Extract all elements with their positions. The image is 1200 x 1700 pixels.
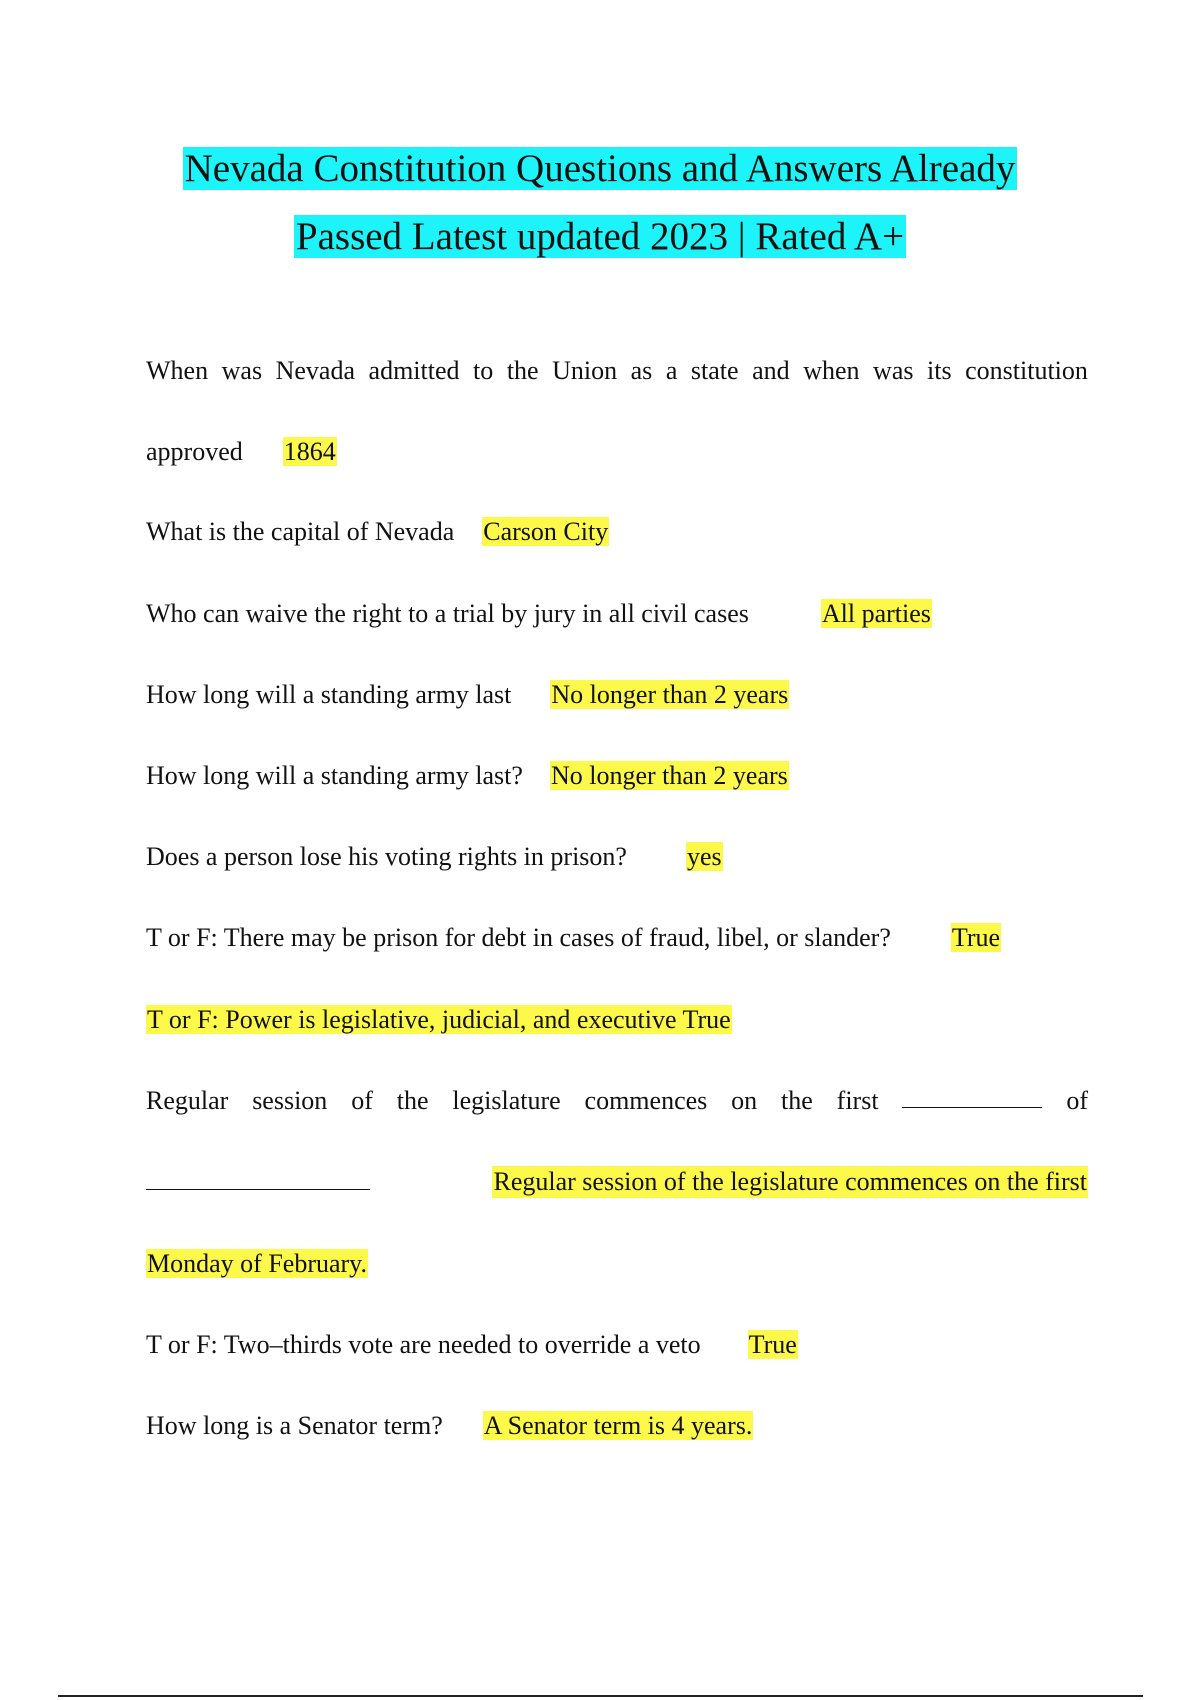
question-word: and (752, 356, 790, 385)
question-word: When (146, 356, 209, 385)
question-word: first (836, 1086, 879, 1115)
question-word: was (221, 356, 263, 385)
question-1-line-1 (146, 355, 1088, 387)
document-title-line-2 (100, 214, 1100, 260)
question-text: How long will a standing army last (146, 680, 512, 709)
question-word: on (731, 1086, 758, 1115)
question-text: Does a person lose his voting rights in prison? (146, 842, 627, 871)
question-word: admitted (368, 356, 460, 385)
question-word: state (690, 356, 739, 385)
question-word: Regular (146, 1086, 229, 1115)
answer-highlight: Carson City (483, 517, 609, 546)
question-word: to (473, 356, 494, 385)
question-word: the (781, 1086, 813, 1115)
question-1-line-2 (146, 436, 337, 468)
answer-highlight: No longer than 2 years (550, 761, 788, 790)
question-word: of (351, 1086, 373, 1115)
answer-highlight: No longer than 2 years (551, 680, 789, 709)
document-title-line-1 (100, 146, 1100, 192)
question-word: session (252, 1086, 328, 1115)
question-text: What is the capital of Nevada (146, 517, 455, 546)
answer-highlight: yes (686, 842, 722, 871)
question-word: of (1066, 1086, 1088, 1115)
question-8 (146, 1004, 732, 1036)
question-word: legislature (452, 1086, 561, 1115)
question-word: as (630, 356, 653, 385)
question-9-line-1 (146, 1085, 1088, 1117)
question-text: Who can waive the right to a trial by jury in all civil cases (146, 599, 749, 628)
question-6 (146, 841, 723, 873)
question-3 (146, 598, 932, 630)
title-highlight: Nevada Constitution Questions and Answers Already (184, 147, 1016, 190)
answer-highlight: 1864 (283, 437, 336, 466)
answer-highlight: Monday of February. (147, 1249, 367, 1278)
answer-highlight: All parties (821, 599, 931, 628)
question-text: T or F: There may be prison for debt in cases of fraud, libel, or slander? (146, 923, 891, 952)
question-word: Union (552, 356, 618, 385)
answer-highlight: True (748, 1330, 797, 1359)
fill-in-blank (146, 1167, 370, 1190)
page-footer-rule (58, 1695, 1143, 1697)
question-word: was (873, 356, 914, 385)
question-9-line-3 (146, 1248, 368, 1280)
question-9-line-2 (146, 1166, 1088, 1198)
question-7 (146, 922, 1001, 954)
question-word: the (506, 356, 539, 385)
question-11 (146, 1410, 753, 1442)
question-word: a (665, 356, 678, 385)
title-highlight: Passed Latest updated 2023 | Rated A+ (295, 215, 905, 258)
question-text: How long is a Senator term? (146, 1411, 443, 1440)
question-text: approved (146, 437, 243, 466)
question-4 (146, 679, 789, 711)
question-text: How long will a standing army last? (146, 761, 523, 790)
question-word: commences (584, 1086, 708, 1115)
answer-highlight: A Senator term is 4 years. (483, 1411, 753, 1440)
question-word: constitution (965, 356, 1088, 385)
answer-highlight: True (951, 923, 1001, 952)
question-2 (146, 516, 609, 548)
question-10 (146, 1329, 798, 1361)
question-text: T or F: Two–thirds vote are needed to override a veto (146, 1330, 701, 1359)
question-word: Nevada (275, 356, 355, 385)
answer-highlight: Regular session of the legislature commences on the first (493, 1167, 1087, 1196)
question-word: the (396, 1086, 429, 1115)
question-word: when (803, 356, 860, 385)
question-word: its (927, 356, 952, 385)
question-5 (146, 760, 789, 792)
fill-in-blank (902, 1085, 1042, 1108)
answer-highlight: T or F: Power is legislative, judicial, and executive True (147, 1005, 731, 1034)
